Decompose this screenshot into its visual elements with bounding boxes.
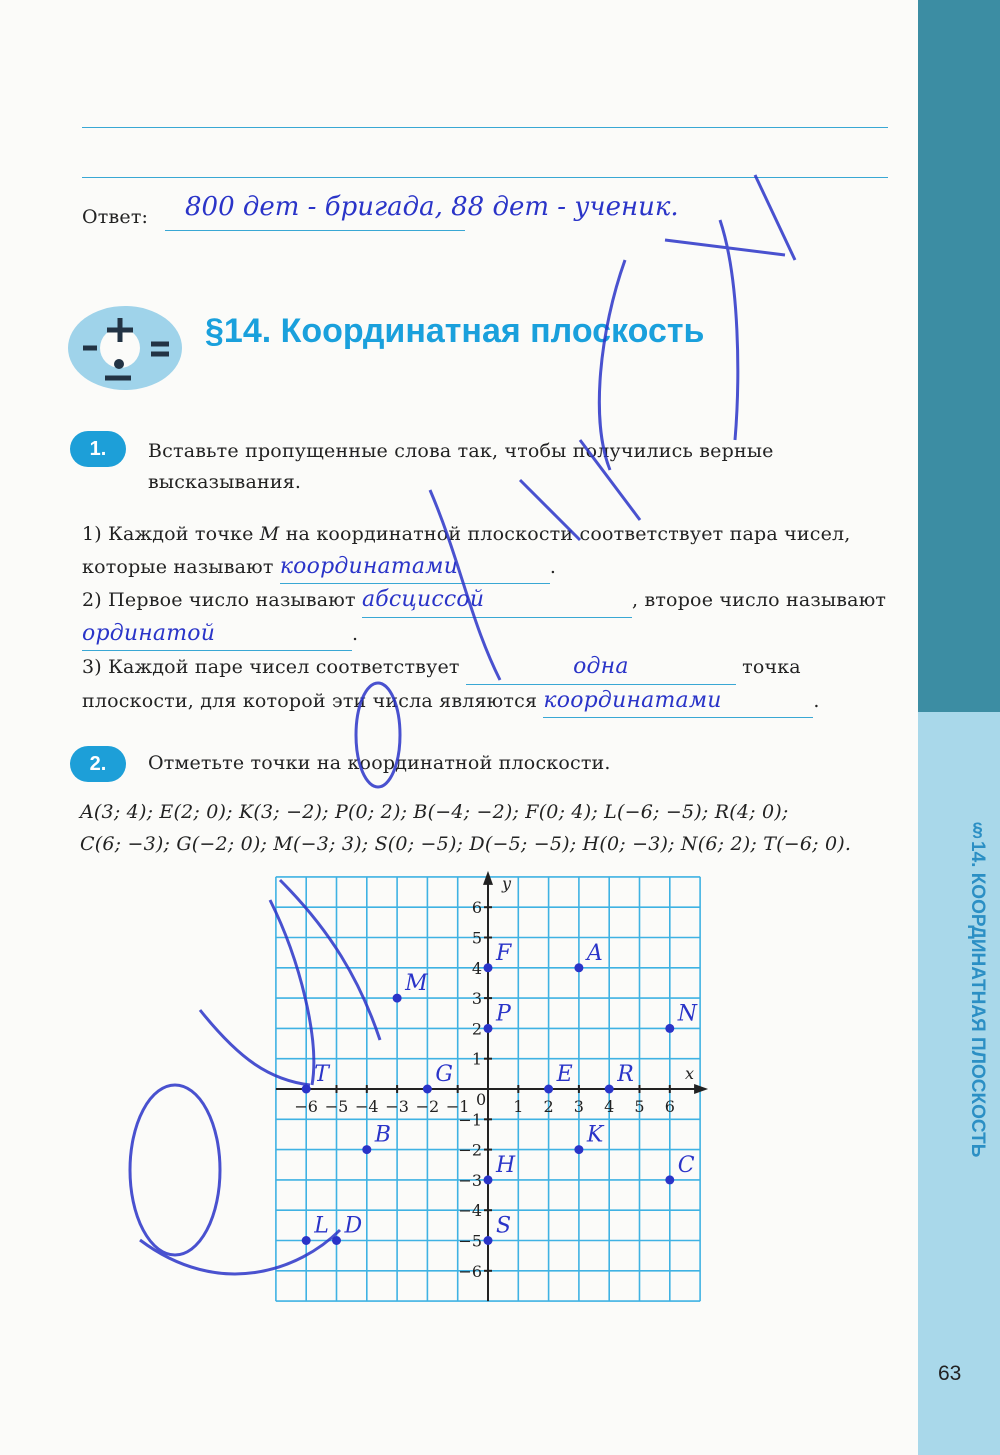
task-number-badge: 1. (70, 431, 126, 467)
text: , второе число называют (631, 589, 887, 611)
plot-point (423, 1085, 432, 1094)
y-tick-label: 5 (471, 928, 482, 948)
task-number-badge: 2. (70, 746, 126, 782)
y-tick-label: 2 (471, 1019, 482, 1039)
blank-field[interactable]: ординатой (82, 618, 352, 652)
y-axis-arrow-icon (483, 871, 493, 885)
y-tick-label: −3 (458, 1170, 482, 1190)
point-label: K (586, 1122, 604, 1148)
task1-prompt: Вставьте пропущенные слова так, чтобы получились верные высказывания. (148, 440, 774, 493)
points-list: C(6; −3); G(−2; 0); M(−3; 3); S(0; −5); D(−5; −5); H(0; −3); N(6; 2); T(−6; 0). (80, 833, 852, 855)
origin-label: 0 (476, 1090, 487, 1109)
point-label: F (496, 940, 512, 966)
plot-point (393, 994, 402, 1003)
point-label: S (496, 1213, 512, 1239)
plot-point (484, 1024, 493, 1033)
text: 3) Каждой паре чисел соответствует (82, 656, 460, 678)
x-tick-label: 3 (573, 1097, 584, 1116)
text: точка плоскости, для которой эти числа являются (82, 656, 801, 712)
plot-point (484, 1175, 493, 1184)
plot-point (484, 963, 493, 972)
point-label: A (586, 940, 603, 966)
blank-field[interactable]: абсциссой (362, 584, 632, 618)
x-axis-arrow-icon (694, 1084, 708, 1094)
y-tick-label: −6 (458, 1261, 482, 1281)
plot-point (665, 1175, 674, 1184)
y-tick-label: 4 (471, 958, 482, 978)
plot-point (574, 963, 583, 972)
plot-point (302, 1085, 311, 1094)
x-tick-label: −1 (445, 1097, 470, 1116)
y-tick-label: −5 (458, 1231, 482, 1251)
point-label: T (314, 1062, 329, 1087)
point-label: R (617, 1062, 634, 1087)
y-tick-label: 6 (471, 898, 482, 918)
point-label: P (496, 1001, 511, 1027)
x-tick-label: 6 (664, 1097, 675, 1116)
answer-label: Ответ: (82, 206, 149, 228)
point-label: L (314, 1213, 329, 1239)
x-tick-label: −3 (385, 1097, 409, 1116)
x-tick-label: 4 (604, 1097, 615, 1116)
plot-point (332, 1236, 341, 1245)
text: 1) Каждой точке (82, 523, 254, 545)
page-number: 63 (938, 1362, 962, 1385)
y-tick-label: 1 (471, 1049, 482, 1069)
point-label: H (496, 1152, 516, 1178)
x-tick-label: 1 (513, 1097, 524, 1116)
x-tick-label: −4 (355, 1097, 379, 1116)
point-label: G (435, 1062, 453, 1087)
point-label: N (677, 1001, 698, 1027)
point-label: D (344, 1213, 363, 1239)
y-tick-label: −1 (458, 1110, 482, 1130)
points-list: A(3; 4); E(2; 0); K(3; −2); P(0; 2); B(−4; −2); F(0; 4); L(−6; −5); R(4; 0); (80, 801, 789, 823)
text: M (259, 523, 280, 545)
x-tick-label: −5 (324, 1097, 349, 1116)
text: 2) Первое число называют (82, 589, 356, 611)
answer-handwritten: 800 дет - бригада, 88 дет - ученик. (185, 192, 679, 222)
y-tick-label: −4 (458, 1201, 482, 1221)
section-title: §14. Координатная плоскость (205, 312, 705, 350)
point-label: C (677, 1152, 695, 1178)
plot-point (544, 1085, 553, 1094)
plot-point (302, 1236, 311, 1245)
y-axis-label: y (502, 874, 512, 894)
x-tick-label: −2 (415, 1097, 440, 1116)
text: на координатной плоскости соответствует пара чисел, которые называют (82, 523, 851, 578)
plot-point (574, 1145, 583, 1154)
plot-point (605, 1085, 614, 1094)
blank-field[interactable]: координатами (543, 685, 813, 719)
plot-point (484, 1236, 493, 1245)
y-tick-label: 3 (471, 989, 482, 1009)
plot-point (362, 1145, 371, 1154)
x-tick-label: 5 (634, 1097, 645, 1116)
side-tab-title: §14. КООРДИНАТНАЯ ПЛОСКОСТЬ (967, 820, 988, 1158)
blank-field[interactable]: координатами (280, 551, 550, 585)
y-tick-label: −2 (458, 1140, 482, 1160)
point-label: E (556, 1062, 573, 1087)
x-tick-label: −6 (294, 1097, 318, 1116)
x-tick-label: 2 (543, 1097, 554, 1116)
x-axis-label: x (684, 1064, 694, 1083)
blank-field[interactable]: одна (466, 651, 736, 685)
point-label: B (374, 1122, 391, 1148)
plot-point (665, 1024, 674, 1033)
task1-body: 1) Каждой точке M на координатной плоскости соответствует пара чисел, которые называют координатами . 2) Первое число называют абсциссой , второе число называют ординатой . 3) Каждой паре чисел соответствует одна точка плоскости, для которой эти числа являются координатами . (82, 518, 902, 718)
task2-prompt: Отметьте точки на координатной плоскости. (148, 752, 611, 774)
point-label: M (405, 971, 428, 997)
